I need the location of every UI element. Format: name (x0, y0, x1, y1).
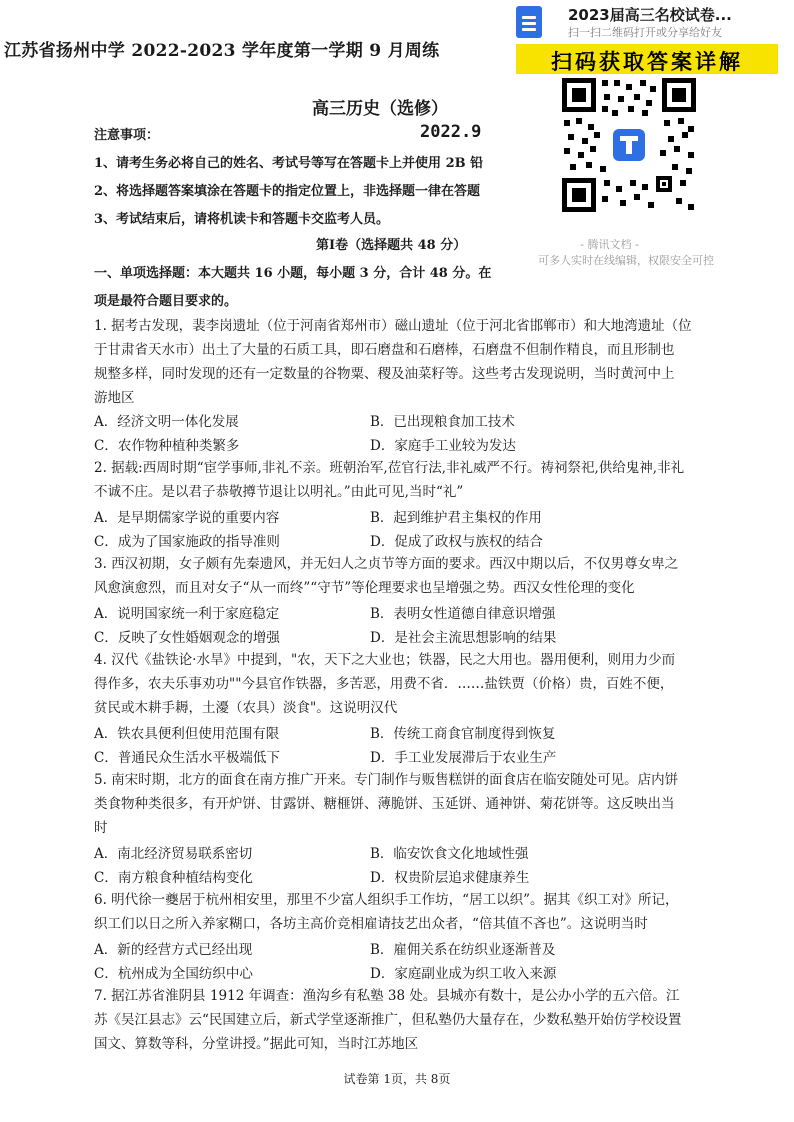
option-d: D．家庭手工业较为发达 (370, 438, 516, 454)
question-line: 国文、算数等科，分堂讲授。”据此可知，当时江苏地区 (94, 1036, 419, 1052)
option-c: C．普通民众生活水平极端低下 (94, 750, 280, 766)
question-line: 得作多，农夫乐事劝功""今县官作铁器，多苦恶，用费不省．……盐铁贾（价格）贵，百姓不便， (94, 676, 674, 692)
option-b: B．起到维护君主集权的作用 (370, 510, 542, 526)
question-4 (94, 648, 706, 720)
school-title: 江苏省扬州中学 2022-2023 学年度第一学期 9 月周练 (4, 41, 440, 61)
qr-code-icon[interactable] (560, 76, 698, 214)
option-b: B．传统工商食官制度得到恢复 (370, 726, 556, 742)
question-line: 时 (94, 820, 108, 836)
option-a: A．南北经济贸易联系密切 (94, 846, 253, 862)
option-c: C．成为了国家施政的指导准则 (94, 534, 280, 550)
question-line: 4. 汉代《盐铁论·水旱》中提到，"农，天下之大业也；铁器，民之大用也。器用便利，则用力少而 (94, 652, 676, 668)
question-line: 于甘肃省天水市）出土了大量的石质工具，即石磨盘和石磨棒，石磨盘不但制作精良，而且形制也 (94, 342, 675, 358)
notice-item: 2、将选择题答案填涂在答题卡的指定位置上，非选择题一律在答题 (94, 184, 481, 199)
share-subtitle: 扫一扫二维码打开或分享给好友 (568, 26, 722, 39)
option-a: A．经济文明一体化发展 (94, 414, 239, 430)
option-d: D．权贵阶层追求健康养生 (370, 870, 530, 886)
page-footer: 试卷第 1页，共 8页 (343, 1072, 451, 1086)
question-1 (94, 314, 706, 410)
question-line: 类食物种类很多，有开炉饼、甘露饼、糖榧饼、薄脆饼、玉延饼、通神饼、菊花饼等。这反映出当 (94, 796, 675, 812)
exam-date: 2022.9 (420, 122, 482, 142)
question-line: 2. 据载:西周时期“宦学事师,非礼不亲。班朝治军,莅官行法,非礼威严不行。祷祠祭祀,供给鬼神,非礼 (94, 460, 685, 476)
section-instruction: 一、单项选择题：本大题共 16 小题，每小题 3 分，合计 48 分。在 (94, 266, 492, 281)
watermark-tagline: 可多人实时在线编辑，权限安全可控 (538, 254, 714, 267)
option-d: D．家庭副业成为织工收入来源 (370, 966, 557, 982)
option-a: A．说明国家统一利于家庭稳定 (94, 606, 280, 622)
option-d: D．是社会主流思想影响的结果 (370, 630, 557, 646)
question-3 (94, 552, 706, 600)
option-b: B．临安饮食文化地域性强 (370, 846, 529, 862)
question-line: 风愈演愈烈，而且对女子“从一而终”“守节”等伦理要求也呈增强之势。西汉女性伦理的变化 (94, 580, 635, 596)
question-line: 5. 南宋时期，北方的面食在南方推广开来。专门制作与贩售糕饼的面食店在临安随处可见。店内饼 (94, 772, 679, 788)
question-line: 6. 明代徐一夔居于杭州相安里，那里不少富人组织手工作坊，“居工以织”。据其《织工对》所记， (94, 892, 679, 908)
scan-label: 扫码获取答案详解 (551, 50, 743, 74)
share-title[interactable]: 2023届高三名校试卷... (568, 6, 732, 24)
option-c: C．农作物种植种类繁多 (94, 438, 240, 454)
option-c: C．反映了女性婚姻观念的增强 (94, 630, 280, 646)
option-b: B．表明女性道德自律意识增强 (370, 606, 556, 622)
notice-heading: 注意事项： (94, 128, 160, 143)
question-line: 规整多样，同时发现的还有一定数量的谷物粟、稷及油菜籽等。这些考古发现说明，当时黄河中上 (94, 366, 675, 382)
question-7 (94, 984, 706, 1056)
option-d: D．促成了政权与族权的结合 (370, 534, 543, 550)
option-c: C．南方粮食种植结构变化 (94, 870, 253, 886)
option-c: C．杭州成为全国纺织中心 (94, 966, 253, 982)
question-line: 3. 西汉初期，女子颇有先秦遗风，并无妇人之贞节等方面的要求。西汉中期以后，不仅男尊女卑之 (94, 556, 679, 572)
notice-item: 1、请考生务必将自己的姓名、考试号等写在答题卡上并使用 2B 铅 (94, 156, 484, 171)
notice-item: 3、考试结束后，请将机读卡和答题卡交监考人员。 (94, 212, 390, 227)
question-6 (94, 888, 706, 936)
question-line: 1. 据考古发现，裴李岗遗址（位于河南省郑州市）磁山遗址（位于河北省邯郸市）和大地湾遗址（位 (94, 318, 692, 334)
option-d: D．手工业发展滞后于农业生产 (370, 750, 557, 766)
option-a: A．新的经营方式已经出现 (94, 942, 253, 958)
question-line: 织工们以日之所入养家糊口，各坊主高价竞相雇请技艺出众者，“倍其值不吝也”。这说明当时 (94, 916, 648, 932)
question-5 (94, 768, 706, 840)
subject-title: 高三历史（选修） (312, 99, 448, 119)
question-2 (94, 456, 706, 504)
watermark-brand: - 腾讯文档 - (580, 238, 639, 251)
option-b: B．雇佣关系在纺织业逐渐普及 (370, 942, 556, 958)
option-a: A．铁农具便利但使用范围有限 (94, 726, 280, 742)
tencent-docs-icon (516, 6, 542, 38)
question-line: 不诚不庄。是以君子恭敬撙节退让以明礼。”由此可见,当时“礼” (94, 484, 464, 500)
scan-banner (516, 44, 778, 74)
question-line: 苏《吴江县志》云“民国建立后，新式学堂逐渐推广，但私塾仍大量存在，少数私塾开始仿学校设置 (94, 1012, 682, 1028)
part-title: 第Ⅰ卷（选择题共 48 分） (316, 238, 467, 253)
question-line: 贫民或木耕手耨，土瀀（农具）淡食"。这说明汉代 (94, 700, 398, 716)
option-b: B．已出现粮食加工技术 (370, 414, 515, 430)
question-line: 7. 据江苏省淮阴县 1912 年调查：渔沟乡有私塾 38 处。县城亦有数十，是公办小学的五六倍。江 (94, 988, 680, 1004)
question-line: 游地区 (94, 390, 135, 406)
option-a: A．是早期儒家学说的重要内容 (94, 510, 280, 526)
section-instruction: 项是最符合题目要求的。 (94, 294, 238, 309)
